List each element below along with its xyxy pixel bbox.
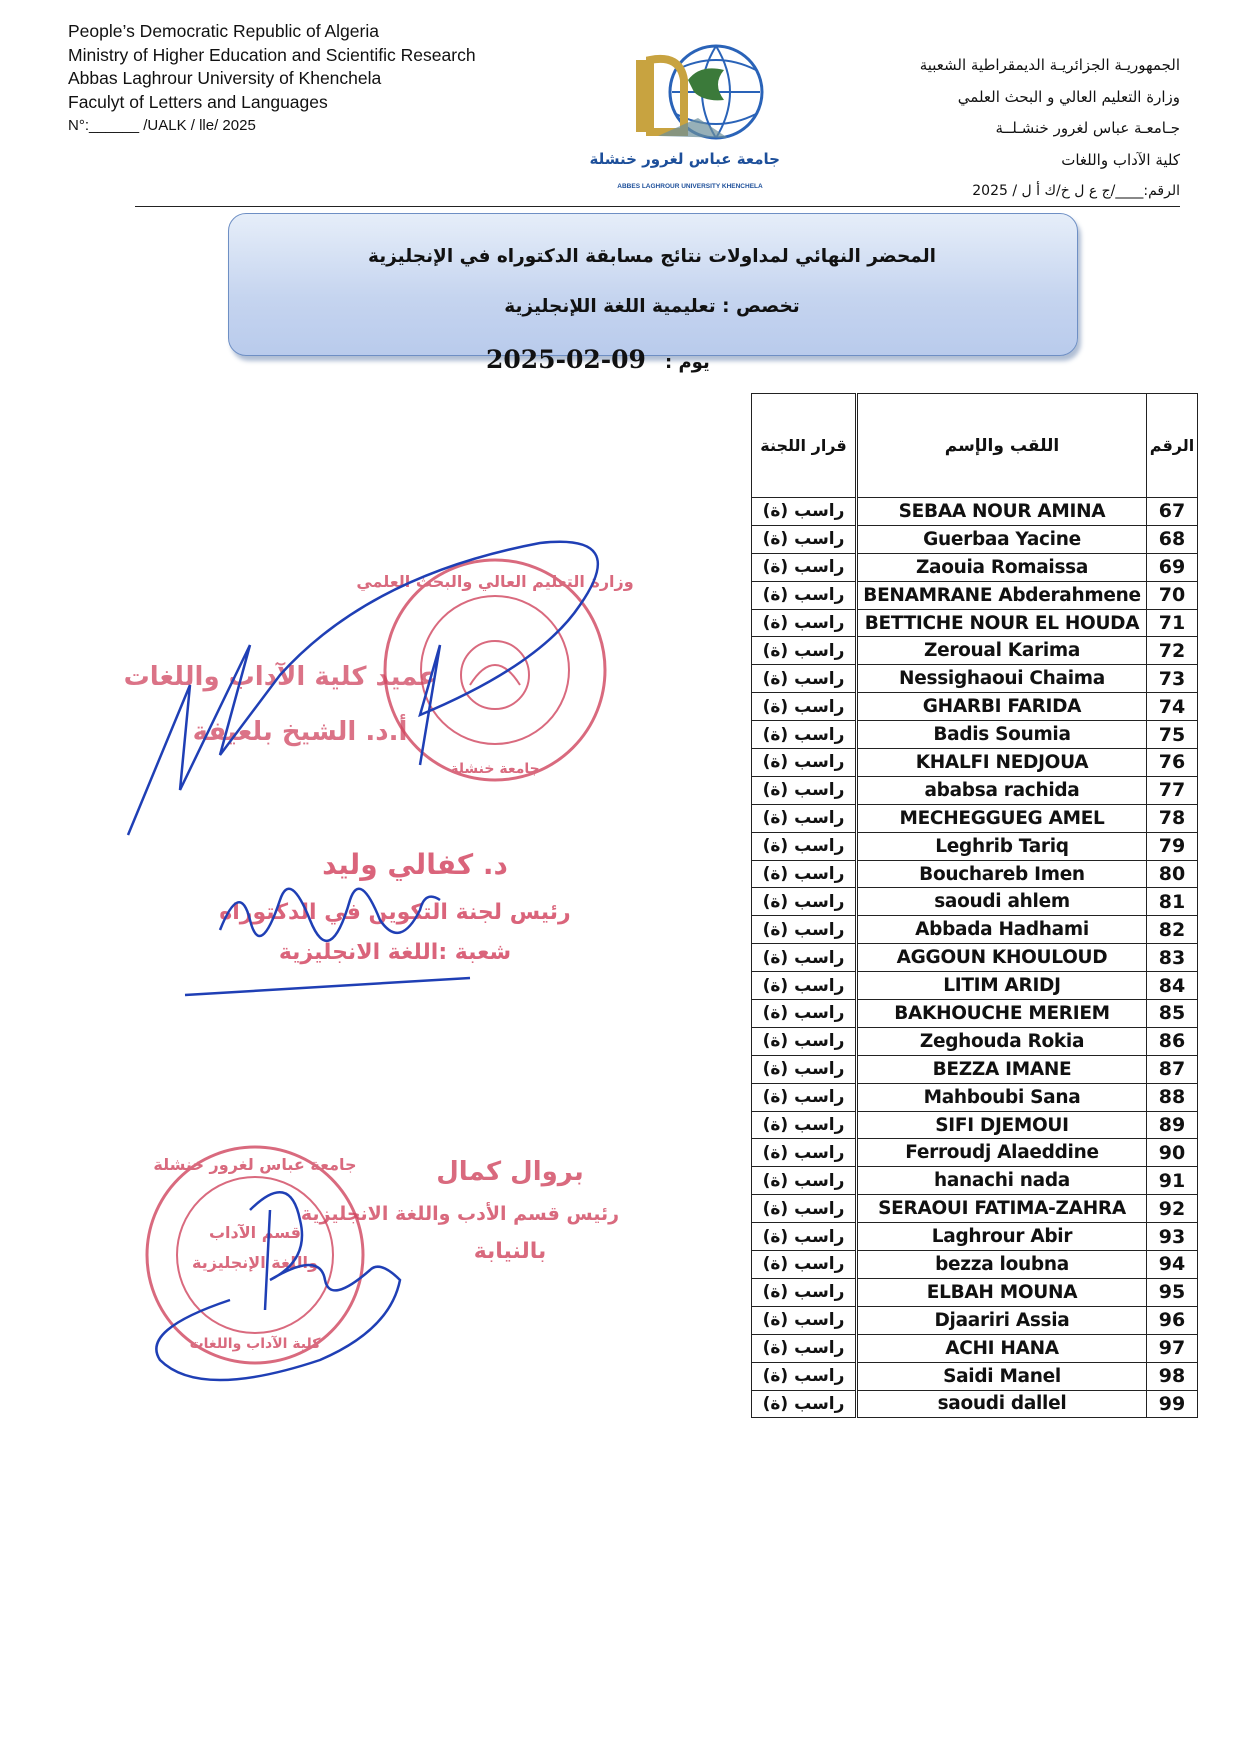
university-logo	[628, 40, 768, 160]
committee-head-division: شعبة :اللغة الانجليزية	[278, 940, 512, 965]
table-row	[752, 721, 1198, 749]
committee-head-title: رئيس لجنة التكوين في الدكتوراه	[219, 900, 571, 925]
row-number: 76	[1147, 749, 1198, 777]
row-name: Leghrib Tariq	[857, 832, 1147, 860]
results-table	[751, 393, 1198, 1418]
date-line	[486, 345, 710, 374]
dean-stamp-bottom-text: جامعة خنشلة	[450, 761, 540, 777]
department-head-acting: بالنيابة	[473, 1239, 547, 1264]
row-number: 88	[1147, 1083, 1198, 1111]
row-name: Laghrour Abir	[857, 1223, 1147, 1251]
specialty-title: تخصص : تعليمية اللغة اللإنجليزية	[504, 296, 800, 317]
row-number: 73	[1147, 665, 1198, 693]
row-name: Zeroual Karima	[857, 637, 1147, 665]
row-decision: راسب (ة)	[752, 609, 857, 637]
row-number: 72	[1147, 637, 1198, 665]
row-number: 90	[1147, 1139, 1198, 1167]
row-number: 71	[1147, 609, 1198, 637]
row-name: Ferroudj Alaeddine	[857, 1139, 1147, 1167]
table-row	[752, 581, 1198, 609]
header-decision: قرار اللجنة	[752, 394, 857, 498]
row-number: 87	[1147, 1055, 1198, 1083]
row-decision: راسب (ة)	[752, 776, 857, 804]
row-decision: راسب (ة)	[752, 553, 857, 581]
header-ar-line: كلية الآداب واللغات	[1061, 150, 1180, 169]
header-arabic-block	[920, 50, 1180, 208]
table-row	[752, 637, 1198, 665]
row-number: 91	[1147, 1167, 1198, 1195]
table-row	[752, 804, 1198, 832]
table-row	[752, 1251, 1198, 1279]
row-name: Djaariri Assia	[857, 1306, 1147, 1334]
row-name: SERAOUI FATIMA-ZAHRA	[857, 1195, 1147, 1223]
table-row	[752, 1390, 1198, 1418]
header-en-line: Faculyt of Letters and Languages	[68, 91, 328, 112]
row-number: 96	[1147, 1306, 1198, 1334]
row-number: 77	[1147, 776, 1198, 804]
header-en-line: Abbas Laghrour University of Khenchela	[68, 68, 382, 88]
row-number: 93	[1147, 1223, 1198, 1251]
row-decision: راسب (ة)	[752, 916, 857, 944]
row-name: Badis Soumia	[857, 721, 1147, 749]
row-name: MECHEGGUEG AMEL	[857, 804, 1147, 832]
date-value: 2025-02-09	[486, 345, 646, 374]
row-decision: راسب (ة)	[752, 832, 857, 860]
row-decision: راسب (ة)	[752, 749, 857, 777]
table-row	[752, 1055, 1198, 1083]
header-ar-line: وزارة التعليم العالي و البحث العلمي	[957, 87, 1180, 106]
row-name: SEBAA NOUR AMINA	[857, 498, 1147, 526]
row-name: AGGOUN KHOULOUD	[857, 944, 1147, 972]
row-name: ACHI HANA	[857, 1334, 1147, 1362]
dean-signature-block	[120, 535, 640, 845]
row-name: SIFI DJEMOUI	[857, 1111, 1147, 1139]
row-decision: راسب (ة)	[752, 1111, 857, 1139]
row-name: bezza loubna	[857, 1251, 1147, 1279]
row-name: BAKHOUCHE MERIEM	[857, 1000, 1147, 1028]
row-name: Zaouia Romaissa	[857, 553, 1147, 581]
logo-graphic	[628, 40, 768, 160]
table-row	[752, 1306, 1198, 1334]
row-decision: راسب (ة)	[752, 1139, 857, 1167]
row-name: BENAMRANE Abderahmene	[857, 581, 1147, 609]
row-decision: راسب (ة)	[752, 860, 857, 888]
row-decision: راسب (ة)	[752, 1083, 857, 1111]
table-row	[752, 1027, 1198, 1055]
row-number: 79	[1147, 832, 1198, 860]
row-number: 95	[1147, 1278, 1198, 1306]
row-decision: راسب (ة)	[752, 1306, 857, 1334]
row-number: 98	[1147, 1362, 1198, 1390]
row-name: KHALFI NEDJOUA	[857, 749, 1147, 777]
header-en-line: Ministry of Higher Education and Scientific Research	[68, 44, 476, 65]
row-number: 74	[1147, 693, 1198, 721]
row-decision: راسب (ة)	[752, 498, 857, 526]
row-number: 89	[1147, 1111, 1198, 1139]
table-row	[752, 1195, 1198, 1223]
table-row	[752, 1334, 1198, 1362]
row-name: saoudi dallel	[857, 1390, 1147, 1418]
reference-number: N°:______ /UALK / lle/ 2025	[68, 117, 256, 134]
row-name: Abbada Hadhami	[857, 916, 1147, 944]
row-decision: راسب (ة)	[752, 1223, 857, 1251]
committee-handwritten-signature	[220, 889, 440, 941]
table-row	[752, 1111, 1198, 1139]
dean-stamp-ring-text: وزارة التعليم العالي والبحث العلمي	[356, 572, 634, 591]
header-divider	[135, 206, 1180, 207]
row-decision: راسب (ة)	[752, 1195, 857, 1223]
row-decision: راسب (ة)	[752, 944, 857, 972]
table-row	[752, 1000, 1198, 1028]
row-name: Mahboubi Sana	[857, 1083, 1147, 1111]
table-row	[752, 553, 1198, 581]
table-row	[752, 888, 1198, 916]
table-row	[752, 1223, 1198, 1251]
row-name: LITIM ARIDJ	[857, 972, 1147, 1000]
row-number: 68	[1147, 525, 1198, 553]
row-number: 86	[1147, 1027, 1198, 1055]
row-number: 67	[1147, 498, 1198, 526]
table-row	[752, 944, 1198, 972]
department-head-title: رئيس قسم الأدب واللغة الانجليزية	[300, 1203, 620, 1225]
table-row	[752, 972, 1198, 1000]
table-row	[752, 693, 1198, 721]
committee-signature-svg	[180, 860, 480, 1000]
table-row	[752, 1083, 1198, 1111]
row-decision: راسب (ة)	[752, 1000, 857, 1028]
table-row	[752, 860, 1198, 888]
row-number: 70	[1147, 581, 1198, 609]
row-decision: راسب (ة)	[752, 693, 857, 721]
row-name: GHARBI FARIDA	[857, 693, 1147, 721]
header-name: اللقب والإسم	[857, 394, 1147, 498]
reference-number-ar: الرقم:____/ج ع ل خ/ك أ ل / 2025	[972, 183, 1180, 199]
table-header-row	[752, 394, 1198, 498]
row-number: 84	[1147, 972, 1198, 1000]
row-decision: راسب (ة)	[752, 721, 857, 749]
row-decision: راسب (ة)	[752, 888, 857, 916]
document-title: المحضر النهائي لمداولات نتائج مسابقة الدكتوراه في الإنجليزية	[368, 246, 936, 267]
row-name: BETTICHE NOUR EL HOUDA	[857, 609, 1147, 637]
header-ar-line: جـامعـة عباس لغرور خنشـلــة	[995, 119, 1180, 137]
department-stamp-center-2: واللغة الإنجليزية	[192, 1253, 318, 1272]
logo-caption-english: ABBES LAGHROUR UNIVERSITY KHENCHELA	[617, 183, 763, 190]
table-row	[752, 1278, 1198, 1306]
row-name: ELBAH MOUNA	[857, 1278, 1147, 1306]
table-body	[752, 498, 1198, 1418]
row-name: Guerbaa Yacine	[857, 525, 1147, 553]
committee-signature-underline	[185, 978, 470, 995]
title-box	[228, 213, 1078, 356]
row-decision: راسب (ة)	[752, 1027, 857, 1055]
row-decision: راسب (ة)	[752, 1334, 857, 1362]
table-row	[752, 1139, 1198, 1167]
committee-head-name: د. كفالي وليد	[322, 848, 508, 881]
logo-caption-arabic: جامعة عباس لغرور خنشلة	[589, 150, 780, 168]
row-decision: راسب (ة)	[752, 525, 857, 553]
row-number: 99	[1147, 1390, 1198, 1418]
date-label: يوم :	[665, 352, 710, 373]
table-row	[752, 665, 1198, 693]
row-number: 97	[1147, 1334, 1198, 1362]
row-decision: راسب (ة)	[752, 1390, 857, 1418]
row-number: 85	[1147, 1000, 1198, 1028]
row-number: 94	[1147, 1251, 1198, 1279]
row-number: 69	[1147, 553, 1198, 581]
table-row	[752, 749, 1198, 777]
row-number: 81	[1147, 888, 1198, 916]
row-decision: راسب (ة)	[752, 581, 857, 609]
header-ar-line: الجمهوريـة الجزائريـة الديمقراطية الشعبية	[919, 56, 1180, 74]
row-number: 75	[1147, 721, 1198, 749]
department-signature-block	[120, 1130, 640, 1390]
dean-name: أ.د. الشيخ بلعيفة	[192, 717, 408, 747]
row-number: 82	[1147, 916, 1198, 944]
table-row	[752, 776, 1198, 804]
table-row	[752, 525, 1198, 553]
row-decision: راسب (ة)	[752, 972, 857, 1000]
row-number: 78	[1147, 804, 1198, 832]
table-row	[752, 609, 1198, 637]
table-row	[752, 1167, 1198, 1195]
row-name: ababsa rachida	[857, 776, 1147, 804]
row-decision: راسب (ة)	[752, 1251, 857, 1279]
table-row	[752, 832, 1198, 860]
header-en-line: People’s Democratic Republic of Algeria	[68, 21, 379, 41]
row-name: saoudi ahlem	[857, 888, 1147, 916]
row-name: Bouchareb Imen	[857, 860, 1147, 888]
dean-title: عميد كلية الآداب واللغات	[123, 662, 437, 692]
row-number: 92	[1147, 1195, 1198, 1223]
row-decision: راسب (ة)	[752, 637, 857, 665]
header-number: الرقم	[1147, 394, 1198, 498]
row-decision: راسب (ة)	[752, 1167, 857, 1195]
department-stamp-ring-text: جامعة عباس لغرور خنشلة	[153, 1155, 357, 1174]
department-round-stamp	[147, 1147, 363, 1363]
row-name: hanachi nada	[857, 1167, 1147, 1195]
table-row	[752, 498, 1198, 526]
row-name: Saidi Manel	[857, 1362, 1147, 1390]
row-name: Nessighaoui Chaima	[857, 665, 1147, 693]
row-decision: راسب (ة)	[752, 804, 857, 832]
row-decision: راسب (ة)	[752, 1362, 857, 1390]
row-number: 83	[1147, 944, 1198, 972]
table-row	[752, 1362, 1198, 1390]
row-name: BEZZA IMANE	[857, 1055, 1147, 1083]
row-number: 80	[1147, 860, 1198, 888]
row-name: Zeghouda Rokia	[857, 1027, 1147, 1055]
row-decision: راسب (ة)	[752, 1278, 857, 1306]
row-decision: راسب (ة)	[752, 1055, 857, 1083]
header-english-block	[68, 20, 476, 138]
table-row	[752, 916, 1198, 944]
department-stamp-center-1: قسم الآداب	[208, 1223, 302, 1242]
department-stamp-bottom-text: كلية الآداب واللغات	[189, 1336, 321, 1352]
department-head-name: بروال كمال	[436, 1157, 584, 1187]
row-decision: راسب (ة)	[752, 665, 857, 693]
